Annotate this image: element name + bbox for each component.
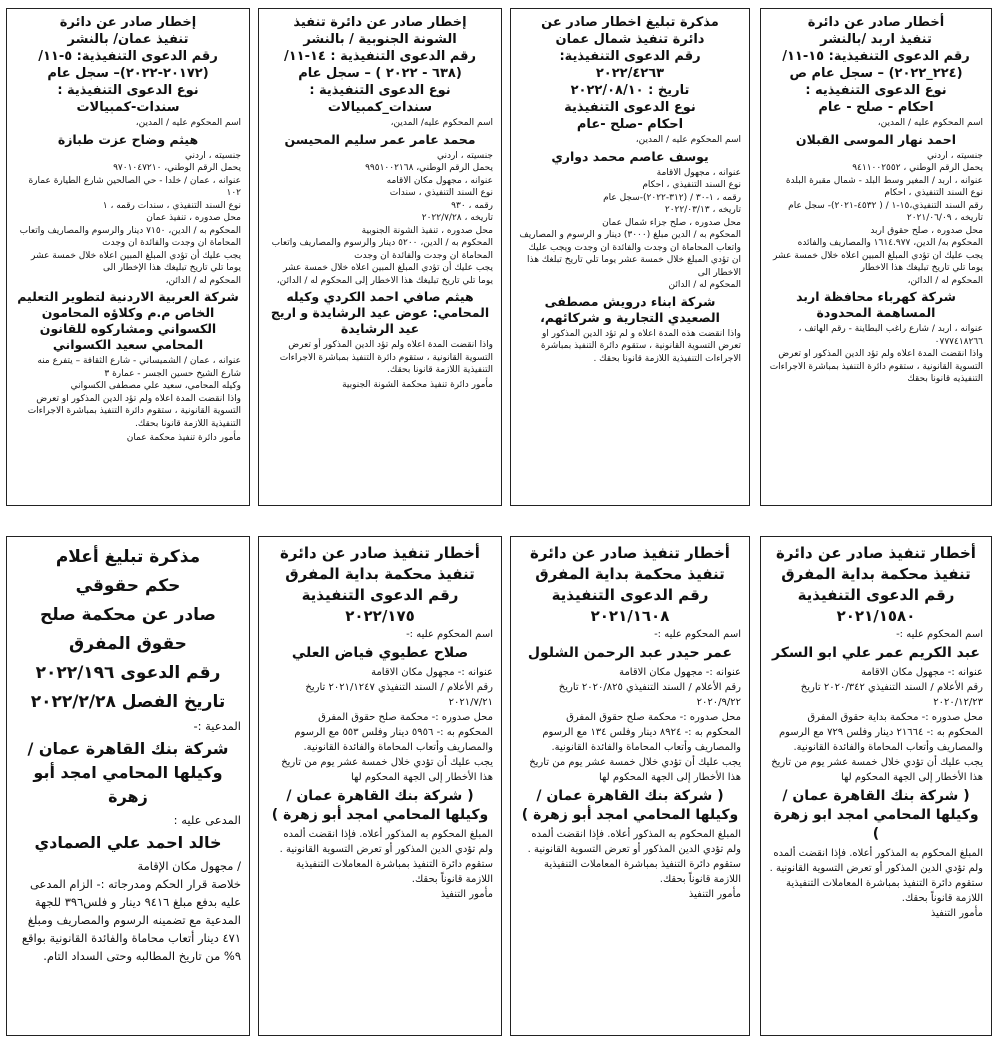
notice-detail-line: نوع السند التنفيذي ، سندات: [389, 188, 493, 198]
debtor-label: اسم المحكوم عليه / المدين،: [877, 118, 983, 128]
debtor-name: يوسف عاصم محمد دواري: [551, 148, 709, 164]
notice-mafraq-1580: [760, 536, 992, 1036]
notice-header-line: ٢٠٢٢/١٧٥: [345, 607, 415, 625]
notice-detail-line: محل صدوره ، صلح حقوق اربد: [870, 225, 983, 236]
notice-detail-line: المحكوم به / الدين مبلغ (٣٠٠٠) دينار و الرسوم و المصاريف واتعاب المحاماة ان وجدت والفائدة ان وجدت ويجب عليك ان تؤدي المبلغ خلال خمسة عشر يوما تلي تاريخ تبلغك هذا الاخطار الى: [519, 230, 741, 278]
notice-detail-line: يجب عليك أن تؤدي المبلغ المبين اعلاه خلال خمسة عشر يوما تلي تاريخ تبليغك هذا الاخطار إلى المحكوم له / الدائن،: [276, 263, 493, 286]
notice-closing-line: واذا انقضت المدة اعلاه ولم تؤد الدين المذكور أو تعرض التسوية القانونية ، ستقوم دائرة التنفيذ بمباشرة الاجراءات التنفيذية اللازمة قانونا بحقك.: [279, 340, 493, 375]
debtor-name: احمد نهار الموسى القبلان: [795, 131, 957, 147]
notice-header-line: احكام -صلح -عام: [576, 117, 684, 132]
notice-detail-line: محل صدوره ، تنفيذ الشونة الجنوبية: [361, 225, 493, 236]
notice-header-line: سندات_كمبيالات: [327, 100, 433, 115]
notice-detail-line: عنوانه :- مجهول مكان الاقامة: [861, 667, 983, 678]
notice-closing-line: المبلغ المحكوم به المذكور أعلاه. فإذا انقضت ألمده ولم تؤدي الدين المذكور أو تعرض التسوية القانونية . ستقوم دائرة التنفيذ بمباشرة المعاملات التنفيذية اللازمة قانوناً بحقك.: [279, 829, 493, 885]
notice-mafraq-175: [258, 536, 502, 1036]
notice-header-line: ٢٠٢٢/٤٢٦٣: [595, 66, 665, 81]
debtor-label: اسم المحكوم عليه / المدين،: [635, 135, 741, 145]
notice-header-line: ٢٠٢١/١٥٨٠: [836, 607, 916, 625]
notice-header-line: حكم حقوقي: [75, 576, 181, 596]
notice-header-line: أخطار صادر عن دائرة: [807, 15, 945, 30]
notice-header-line: رقم الدعوى التنفيذية: [797, 586, 955, 604]
notice-header-line: إخطار صادر عن دائرة: [59, 15, 197, 30]
notice-detail-line: رقم الأعلام / السند التنفيذي ٢٠٢٠/٨٢٥ تاريخ ٢٠٢٠/٩/٢٢: [558, 682, 741, 708]
notice-header-line: رقم الدعوى التنفيذية: ٥-١١/: [38, 49, 218, 64]
notice-detail-line: محل صدوره :- محكمة بداية حقوق المفرق: [807, 712, 983, 723]
notice-header-line: رقم الدعوى التنفيذية: [551, 586, 709, 604]
notice-detail-line: محل صدوره :- محكمة صلح حقوق المفرق: [318, 712, 493, 723]
notice-detail-line: نوع السند التنفيذي ، سندات رقمه ، ١: [102, 200, 241, 211]
notice-detail-line: المحكوم له / الدائن،: [165, 275, 241, 286]
notice-closing-line: وكيله المحامي، سعيد علي مصطفى الكسواني: [70, 381, 241, 391]
notice-mafraq-1608: [510, 536, 750, 1036]
notice-header-line: تنفيذ اربد /بالنشر: [820, 32, 932, 47]
notice-detail-line: يجب عليك أن تؤدي خلال خمسة عشر يوم من تاريخ هذا الأخطار إلى الجهة المحكوم لها: [529, 757, 741, 783]
notice-header-line: مذكرة تبليغ اخطار صادر عن: [541, 15, 719, 30]
notice-header-line: تنفيذ عمان/ بالنشر: [67, 32, 189, 47]
notice-detail-line: عنوانه :- مجهول مكان الاقامة: [371, 667, 493, 678]
notice-header-line: دائرة تنفيذ شمال عمان: [555, 32, 705, 47]
notice-detail-line: محل صدوره ، تنفيذ عمان: [146, 213, 241, 223]
creditor-name: ( شركة بنك القاهرة عمان / وكيلها المحامي امجد أبو زهرة ): [271, 788, 489, 823]
notice-detail-line: المحكوم به :- ٨٩٢٤ دينار وفلس ١٣٤ مع الرسوم والمصاريف وأتعاب المحاماة والفائدة القانونية.: [542, 727, 741, 753]
notice-detail-line: نوع السند التنفيذي ، احكام: [642, 180, 741, 190]
notice-closing-line: المبلغ المحكوم به المذكور أعلاه. فإذا انقضت ألمده ولم تؤدي الدين المذكور أو تعرض التسوية القانونية . ستقوم دائرة التنفيذ بمباشرة المعاملات التنفيذية اللازمة قانوناً بحقك.: [527, 829, 741, 885]
notice-header-line: أخطار تنفيذ صادر عن دائرة: [280, 544, 480, 562]
creditor-name: خالد احمد علي الصمادي: [34, 833, 222, 852]
notice-north-amman: [510, 8, 750, 506]
notice-detail-line: رقمه ، ١-٣٠ / (٣١٢-٢٠٢٢)-سجل عام: [603, 192, 741, 203]
notice-judgment-196: [6, 536, 250, 1036]
notice-header-line: ٢٠٢١/١٦٠٨: [590, 607, 670, 625]
notice-header-line: تنفيذ محكمة بداية المفرق: [781, 565, 971, 583]
notice-detail-line: نوع السند التنفيذي ، احكام: [884, 188, 983, 198]
notice-header-line: رقم الدعوى التنفيذية: ١٥-١١/: [782, 49, 970, 64]
notice-header-line: نوع الدعوى التنفيذية: [564, 100, 696, 115]
debtor-label: اسم المحكوم عليه/ المدين،: [390, 118, 493, 128]
debtor-name: عبد الكريم عمر علي ابو السكر: [772, 645, 980, 661]
creditor-name: ( شركة بنك القاهرة عمان / وكيلها المحامي امجد أبو زهرة ): [521, 788, 739, 823]
notice-header-line: (٦٣٨ - ٢٠٢٢ ) – سجل عام: [298, 66, 462, 81]
notice-detail-line: المحكوم به / الدين، ٥٢٠٠ دينار والرسوم والمصاريف واتعاب المحاماة ان وجدت والفائدة ان وجدت: [271, 238, 493, 261]
debtor-label: اسم المحكوم عليه :-: [896, 629, 983, 640]
notice-header-line: صادر عن محكمة صلح: [40, 605, 216, 625]
notice-header-line: نوع الدعوى التنفيذية :: [57, 83, 199, 98]
signature: مأمور دائرة تنفيذ محكمة الشونة الجنوبية: [342, 379, 493, 390]
notice-header-line: رقم الدعوى ٢٠٢٢/١٩٦: [35, 663, 221, 683]
notice-detail-line: عنوانه ، مجهول مكان الاقامه: [386, 175, 493, 186]
notice-detail-line: المحكوم به/ الدين، ١٦١٤.٩٧٧ والمصاريف والفائده: [797, 238, 983, 248]
notice-detail-line: محل صدوره ، صلح جزاء شمال عمان: [602, 217, 741, 228]
notice-detail-line: المدعى عليه :: [173, 813, 241, 827]
notice-header-line: أخطار تنفيذ صادر عن دائرة: [530, 544, 730, 562]
notice-detail-line: رقم الأعلام / السند التنفيذي ٢٠٢٠/٣٤٢ تاريخ ٢٠٢٠/١٢/٢٣: [800, 682, 983, 708]
notice-detail-line: محل صدوره :- محكمة صلح حقوق المفرق: [566, 712, 741, 723]
notice-detail-line: المحكوم له / الدائن،: [907, 275, 983, 286]
notice-detail-line: تاريخه ، ٢٠٢٢/٧/٢٨: [421, 213, 493, 223]
notice-detail-line: المحكوم به :- ٥٩٥٦ دينار وفلس ٥٥٣ مع الرسوم والمصاريف وأتعاب المحاماة والفائدة القانونية.: [294, 727, 493, 753]
debtor-label: اسم المحكوم عليه :-: [654, 629, 741, 640]
notice-detail-line: جنسيته ، اردني: [184, 150, 241, 161]
creditor-name: شركة كهرباء محافظة اربد المساهمة المحدودة: [796, 289, 956, 320]
notice-header-line: (٢٢٤_٢٠٢٢) – سجل عام ص: [789, 66, 963, 81]
signature: مأمور التنفيذ: [440, 889, 493, 900]
notice-header-line: احكام - صلح - عام: [818, 100, 934, 115]
signature: مأمور التنفيذ: [930, 908, 983, 919]
notice-closing-line: / مجهول مكان الإقامة: [137, 859, 241, 873]
debtor-name: عمر حيدر عبد الرحمن الشلول: [527, 645, 733, 661]
notice-detail-line: المحكوم به :- ٢١٦٦٤ دينار وفلس ٧٢٩ مع الرسوم والمصاريف وأتعاب المحاماة والفائدة القانونية.: [778, 727, 983, 753]
notice-header-line: سندات-كمبيالات: [76, 100, 180, 115]
notice-header-line: حقوق المفرق: [69, 634, 187, 654]
notice-closing-line: واذا انقضت المدة اعلاه ولم تؤد الدين المذكور او تعرض التسوية القانونية ، ستقوم دائرة التنفيذ بمباشرة الاجراءات التنفيذيه قانونا بحقك: [769, 349, 983, 384]
notice-header-line: تنفيذ محكمة بداية المفرق: [285, 565, 475, 583]
signature: مأمور دائرة تنفيذ محكمة عمان: [126, 433, 241, 443]
debtor-name: هيثم وضاح عزت طبازة: [57, 131, 199, 147]
signature: مأمور التنفيذ: [688, 889, 741, 900]
notice-detail-line: رقم السند التنفيذي،١٥-١ / ( ٤٥٣٢-٢٠٢١)- سجل عام: [788, 200, 983, 211]
notice-header-line: نوع الدعوى التنفيذية :: [309, 83, 451, 98]
notice-detail-line: تاريخه ، ٢٠٢٢/٠٣/١٣: [664, 205, 741, 215]
notice-closing-line: عنوانه ، اربد / شارع راغب البطاينة - رقم الهاتف ، ٠٧٧٧٤١٨٢٦٦: [798, 324, 983, 347]
notice-header-line: الشونة الجنوبية / بالنشر: [303, 32, 457, 47]
notice-header-line: نوع الدعوى التنفيذيه :: [805, 83, 947, 98]
notice-detail-line: عنوانه ، عمان / خلدا - حي الصالحين شارع الطيارة عمارة ١٠٢: [28, 175, 241, 198]
notice-header-line: تاريخ : ٢٠٢٢/٠٨/١٠: [570, 83, 690, 98]
creditor-name: شركة ابناء درويش مصطفى الصعيدي التجارية و شركائهم،: [540, 293, 720, 325]
debtor-name: صلاح عطيوي فياض العلي: [291, 645, 469, 661]
notice-header-line: أخطار تنفيذ صادر عن دائرة: [776, 544, 976, 562]
notice-closing-line: عنوانه ، عمان / الشميساني - شارع الثقافة – يتفرع منه شارع الشيخ حسين الجسر - عمارة ٣: [37, 356, 241, 379]
notice-header-line: إخطار صادر عن دائرة تنفيذ: [293, 15, 467, 30]
notice-detail-line: يحمل الرقم الوطني ، ٩٤١١٠٠٢٥٥٢: [852, 163, 983, 173]
debtor-label: اسم المحكوم عليه :-: [406, 629, 493, 640]
notice-closing-line: واذا انقضت هذه المدة اعلاه و لم تؤد الدين المذكور او تعرض التسوية القانونية ، ستقوم دائرة التنفيذ بمباشرة الاجراءات التنفيذية اللازمة قانونا بحقك .: [540, 328, 741, 364]
debtor-label: المدعية :-: [193, 719, 241, 733]
notice-header-line: رقم الدعوى التنفيذية : ١٤-١١/: [283, 49, 477, 64]
notice-header-line: (٢٠١٧٢-٢٠٢٢)– سجل عام: [47, 66, 209, 81]
notice-amman: [6, 8, 250, 506]
creditor-name: هيثم صافي احمد الكردي وكيله المحامي: عوض عيد الرشايدة و اريج عيد الرشايدة: [270, 289, 490, 336]
debtor-label: اسم المحكوم عليه / المدين،: [135, 118, 241, 128]
notice-detail-line: رقم الأعلام / السند التنفيذي ٢٠٢١/١٢٤٧ تاريخ ٢٠٢١/٧/٢١: [305, 682, 493, 708]
notice-detail-line: رقمه ، ٩٣٠: [451, 200, 493, 211]
creditor-name: ( شركة بنك القاهرة عمان / وكيلها المحامي امجد ابو زهرة ): [773, 788, 979, 842]
notice-header-line: رقم الدعوى التنفيذية:: [559, 49, 701, 64]
notice-detail-line: جنسيته ، اردني: [436, 150, 493, 161]
notice-closing-line: خلاصة قرار الحكم ومدرجاته :- الزام المدعى عليه بدفع مبلغ ٩٤١٦ دينار و فلس٣٩٦ للجهة المدعية مع تضمينه الرسوم والمصاريف ومبلغ ٤٧١ دينار أتعاب محاماة والفائدة القانونية بواقع ٩% من تاريخ المطالبه وحتى السداد التام.: [21, 877, 241, 963]
debtor-name: محمد عامر عمر سليم المحيسن: [284, 131, 476, 147]
notice-south-shouneh: [258, 8, 502, 506]
notice-detail-line: يجب عليك أن تؤدي خلال خمسة عشر يوم من تاريخ هذا الأخطار إلى الجهة المحكوم لها: [281, 757, 493, 783]
notice-detail-line: المحكوم به / الدين، ٧١٥٠ دينار والرسوم والمصاريف واتعاب المحاماة ان وجدت والفائدة ان وجدت: [19, 225, 241, 248]
notice-detail-line: تاريخه ، ٢٠٢١/٠٦/٠٩: [906, 213, 983, 223]
notice-header-line: رقم الدعوى التنفيذية: [301, 586, 459, 604]
notice-closing-line: المبلغ المحكوم به المذكور أعلاه. فإذا انقضت ألمده ولم تؤدي الدين المذكور أو تعرض التسوية القانونية . ستقوم دائرة التنفيذ بمباشرة المعاملات التنفيذية اللازمة قانوناً بحقك.: [769, 848, 983, 904]
notice-irbid: [760, 8, 992, 506]
notice-header-line: مذكرة تبليغ أعلام: [55, 547, 201, 567]
notice-detail-line: يحمل الرقم الوطني، ٩٩٥١٠٠٢١٦٨: [365, 163, 493, 173]
notice-detail-line: جنسيته ، اردني: [926, 150, 983, 161]
creditor-name: شركة العربية الاردنية لتطوير التعليم الخاص م.م وكلاؤه المحامون الكسواني ومشاركوه للقانون المحامي سعيد الكسواني: [17, 289, 239, 352]
notice-detail-line: عنوانه ، مجهول الاقامة: [656, 167, 741, 178]
notice-detail-line: يجب عليك أن تؤدي خلال خمسة عشر يوم من تاريخ هذا الأخطار إلى الجهة المحكوم لها: [771, 757, 983, 783]
notice-detail-line: المحكوم له / الدائن: [668, 280, 741, 290]
debtor-name: شركة بنك القاهرة عمان / وكيلها المحامي امجد أبو زهرة: [27, 739, 229, 806]
notice-detail-line: عنوانه :- مجهول مكان الاقامة: [619, 667, 741, 678]
notice-detail-line: يجب عليك ان تؤدي المبلغ المبين اعلاه خلال خمسة عشر يوما تلي تاريخ تبليغك هذا الاخطار: [773, 250, 983, 273]
notice-detail-line: عنوانه ، اربد / المغير وسط البلد - شمال مقبرة البلدة: [785, 175, 983, 186]
notice-header-line: تاريخ الفصل ٢٠٢٢/٢/٢٨: [30, 692, 226, 712]
notice-header-line: تنفيذ محكمة بداية المفرق: [535, 565, 725, 583]
notice-detail-line: يحمل الرقم الوطني، ٩٧٠١٠٤٧٢١٠: [113, 163, 241, 173]
notice-detail-line: يجب عليك أن تؤدي المبلغ المبين اعلاه خلال خمسة عشر يوما تلي تاريخ تبليغك هذا الإخطار الى: [31, 250, 241, 273]
notice-closing-line: واذا انقضت المدة اعلاه ولم تؤد الدين المذكور او تعرض التسوية القانونية ، ستقوم دائرة التنفيذ بمباشرة الاجراءات التنفيذية اللازمة قانونا بحقك.: [27, 393, 241, 429]
